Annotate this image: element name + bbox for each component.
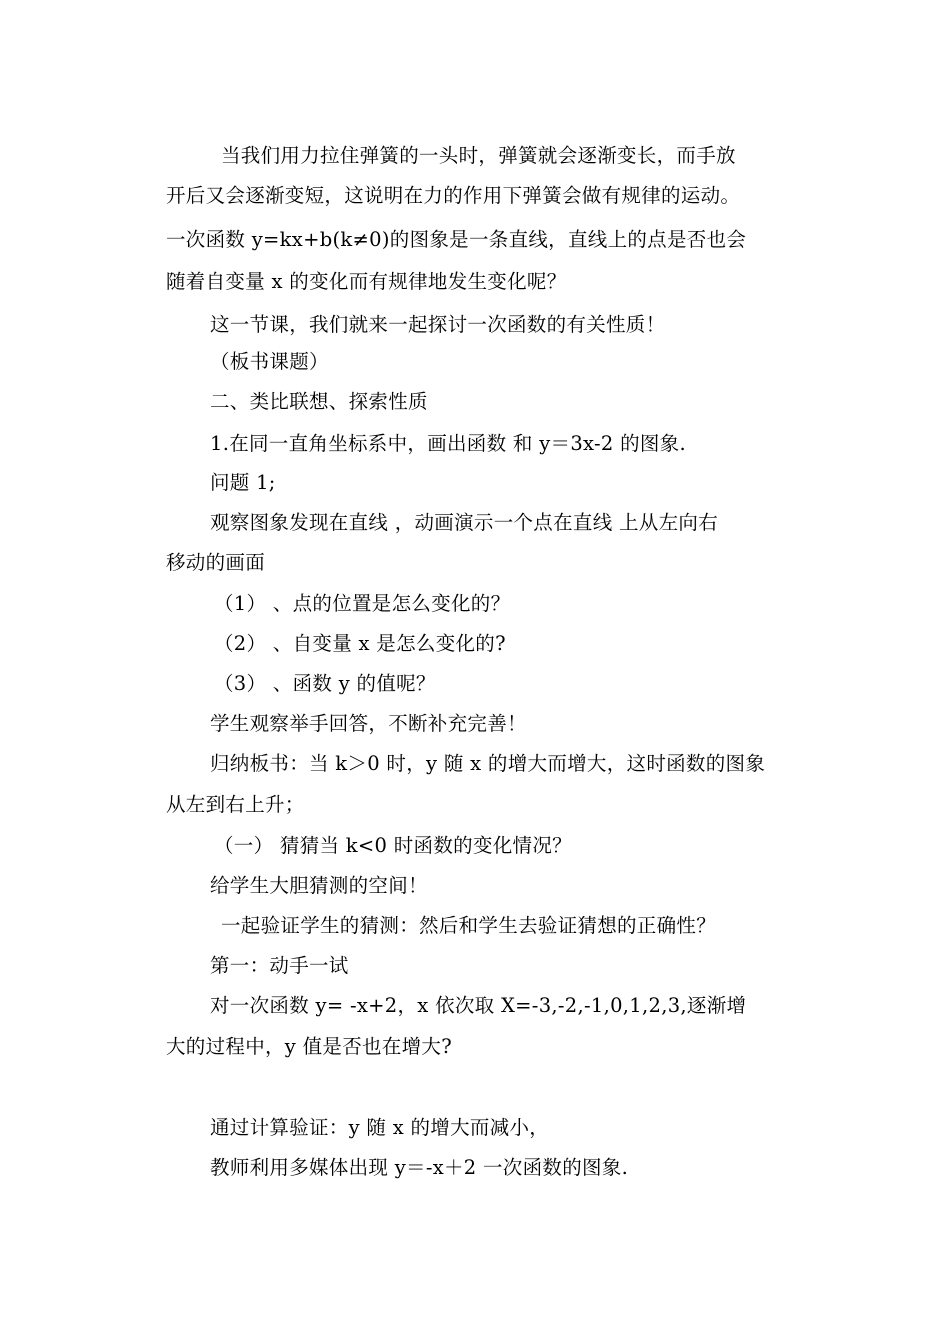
- paragraph-line: 通过计算验证：y 随 x 的增大而减小，: [210, 1116, 550, 1139]
- paragraph-line: 第一：动手一试: [210, 954, 349, 977]
- paragraph-line: 移动的画面: [166, 551, 266, 574]
- paragraph-line: 教师利用多媒体出现 y＝-x＋2 一次函数的图象.: [210, 1156, 629, 1179]
- list-item: （一） 猜猜当 k<0 时函数的变化情况？: [214, 834, 572, 857]
- paragraph-line: 对一次函数 y= -x+2，x 依次取 X=-3,-2,-1,0,1,2,3,逐渐增: [210, 994, 747, 1017]
- paragraph-line: 1.在同一直角坐标系中，画出函数 和 y＝3x-2 的图象.: [210, 432, 686, 455]
- paragraph-line: 这一节课，我们就来一起探讨一次函数的有关性质！: [210, 313, 666, 336]
- paragraph-line: 随着自变量 x 的变化而有规律地发生变化呢？: [166, 270, 567, 293]
- list-item: （3） 、函数 y 的值呢？: [214, 672, 436, 695]
- paragraph-line: 一起验证学生的猜测：然后和学生去验证猜想的正确性？: [221, 914, 717, 937]
- paragraph-line: 从左到右上升；: [166, 793, 305, 816]
- paragraph-line: 学生观察举手回答，不断补充完善！: [210, 712, 527, 735]
- paragraph-line: 归纳板书：当 k＞0 时，y 随 x 的增大而增大，这时函数的图象: [210, 752, 766, 775]
- paragraph-line: 当我们用力拉住弹簧的一头时，弹簧就会逐渐变长，而手放: [221, 144, 736, 167]
- list-item: （1） 、点的位置是怎么变化的？: [214, 592, 511, 615]
- paragraph-line: 一次函数 y=kx+b(k≠0)的图象是一条直线，直线上的点是否也会: [166, 228, 747, 251]
- paragraph-line: 大的过程中，y 值是否也在增大?: [166, 1035, 452, 1058]
- paragraph-line: 问题 1;: [210, 471, 276, 494]
- paragraph-line: 观察图象发现在直线 ，动画演示一个点在直线 上从左向右: [210, 511, 718, 534]
- paragraph-line: （板书课题）: [210, 350, 329, 373]
- section-heading: 二、类比联想、探索性质: [210, 390, 428, 413]
- list-item: （2） 、自变量 x 是怎么变化的?: [214, 632, 506, 655]
- paragraph-line: 开后又会逐渐变短，这说明在力的作用下弹簧会做有规律的运动。: [166, 184, 741, 207]
- paragraph-line: 给学生大胆猜测的空间！: [210, 874, 428, 897]
